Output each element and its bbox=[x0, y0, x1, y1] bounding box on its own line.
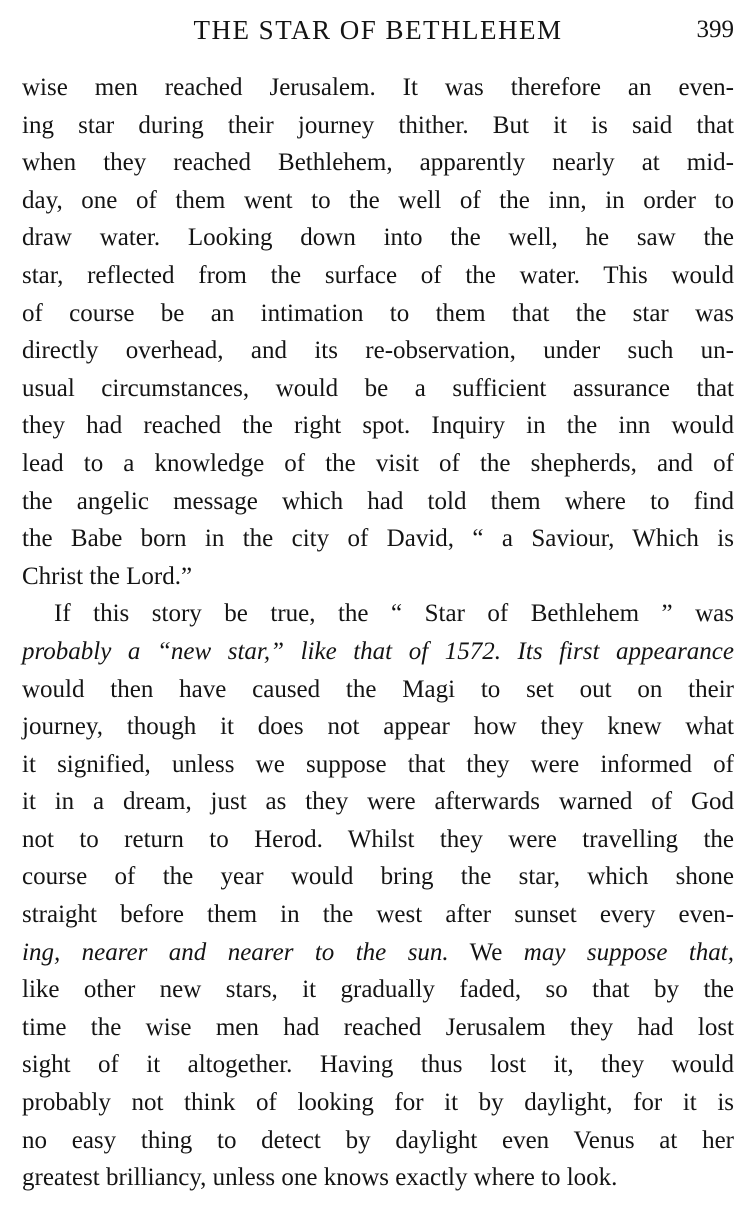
text-line: the Babe born in the city of David, “ a Saviour, Which is bbox=[22, 525, 734, 553]
text-line: it signified, unless we suppose that they were informed of bbox=[22, 750, 734, 778]
text-line: sight of it altogether. Having thus lost it, they would bbox=[22, 1051, 734, 1079]
text-line: lead to a knowledge of the visit of the shepherds, and of bbox=[22, 449, 734, 477]
text-line: day, one of them went to the well of the inn, in order to bbox=[22, 186, 734, 214]
text-line: would then have caused the Magi to set out on their bbox=[22, 675, 734, 703]
text-line: like other new stars, it gradually faded, so that by the bbox=[22, 976, 734, 1004]
running-title: THE STAR OF BETHLEHEM bbox=[193, 15, 563, 45]
text-line: when they reached Bethlehem, apparently nearly at mid- bbox=[22, 149, 734, 177]
text-line: they had reached the right spot. Inquiry in the inn would bbox=[22, 412, 734, 440]
body-text bbox=[22, 69, 734, 1197]
text-line: draw water. Looking down into the well, he saw the bbox=[22, 224, 734, 252]
text-line: Christ the Lord.” bbox=[22, 562, 193, 590]
text-line: star, reflected from the surface of the water. This would bbox=[22, 261, 734, 289]
text-line: greatest brilliancy, unless one knows exactly where to look. bbox=[22, 1164, 618, 1192]
text-line: If this story be true, the “ Star of Bethlehem ” was bbox=[54, 600, 734, 628]
text-line: usual circumstances, would be a sufficient assurance that bbox=[22, 374, 734, 402]
running-head bbox=[22, 10, 734, 50]
text-line: the angelic message which had told them where to find bbox=[22, 487, 734, 515]
text-line: wise men reached Jerusalem. It was therefore an even- bbox=[22, 74, 734, 101]
paragraph-1 bbox=[22, 69, 734, 595]
text-line: time the wise men had reached Jerusalem they had lost bbox=[22, 1013, 734, 1041]
text-line: course of the year would bring the star, which shone bbox=[22, 863, 734, 891]
page-number: 399 bbox=[696, 16, 734, 43]
text-line: no easy thing to detect by daylight even Venus at her bbox=[22, 1126, 734, 1154]
text-line: ing star during their journey thither. But it is said that bbox=[22, 111, 734, 139]
text-line: journey, though it does not appear how they knew what bbox=[22, 713, 734, 741]
text-line: of course be an intimation to them that the star was bbox=[22, 299, 734, 327]
text-line: straight before them in the west after sunset every even- bbox=[22, 901, 734, 929]
text-line: probably not think of looking for it by daylight, for it is bbox=[22, 1089, 734, 1117]
paragraph-2 bbox=[22, 595, 734, 1197]
text-line: it in a dream, just as they were afterwards warned of God bbox=[22, 788, 734, 816]
text-line: probably a “new star,” like that of 1572. Its first appearance bbox=[22, 637, 734, 665]
text-line: directly overhead, and its re-observation, under such un- bbox=[22, 337, 734, 365]
text-line: not to return to Herod. Whilst they were travelling the bbox=[22, 825, 734, 853]
text-line: ing, nearer and nearer to the sun. We may suppose that, bbox=[22, 938, 734, 966]
